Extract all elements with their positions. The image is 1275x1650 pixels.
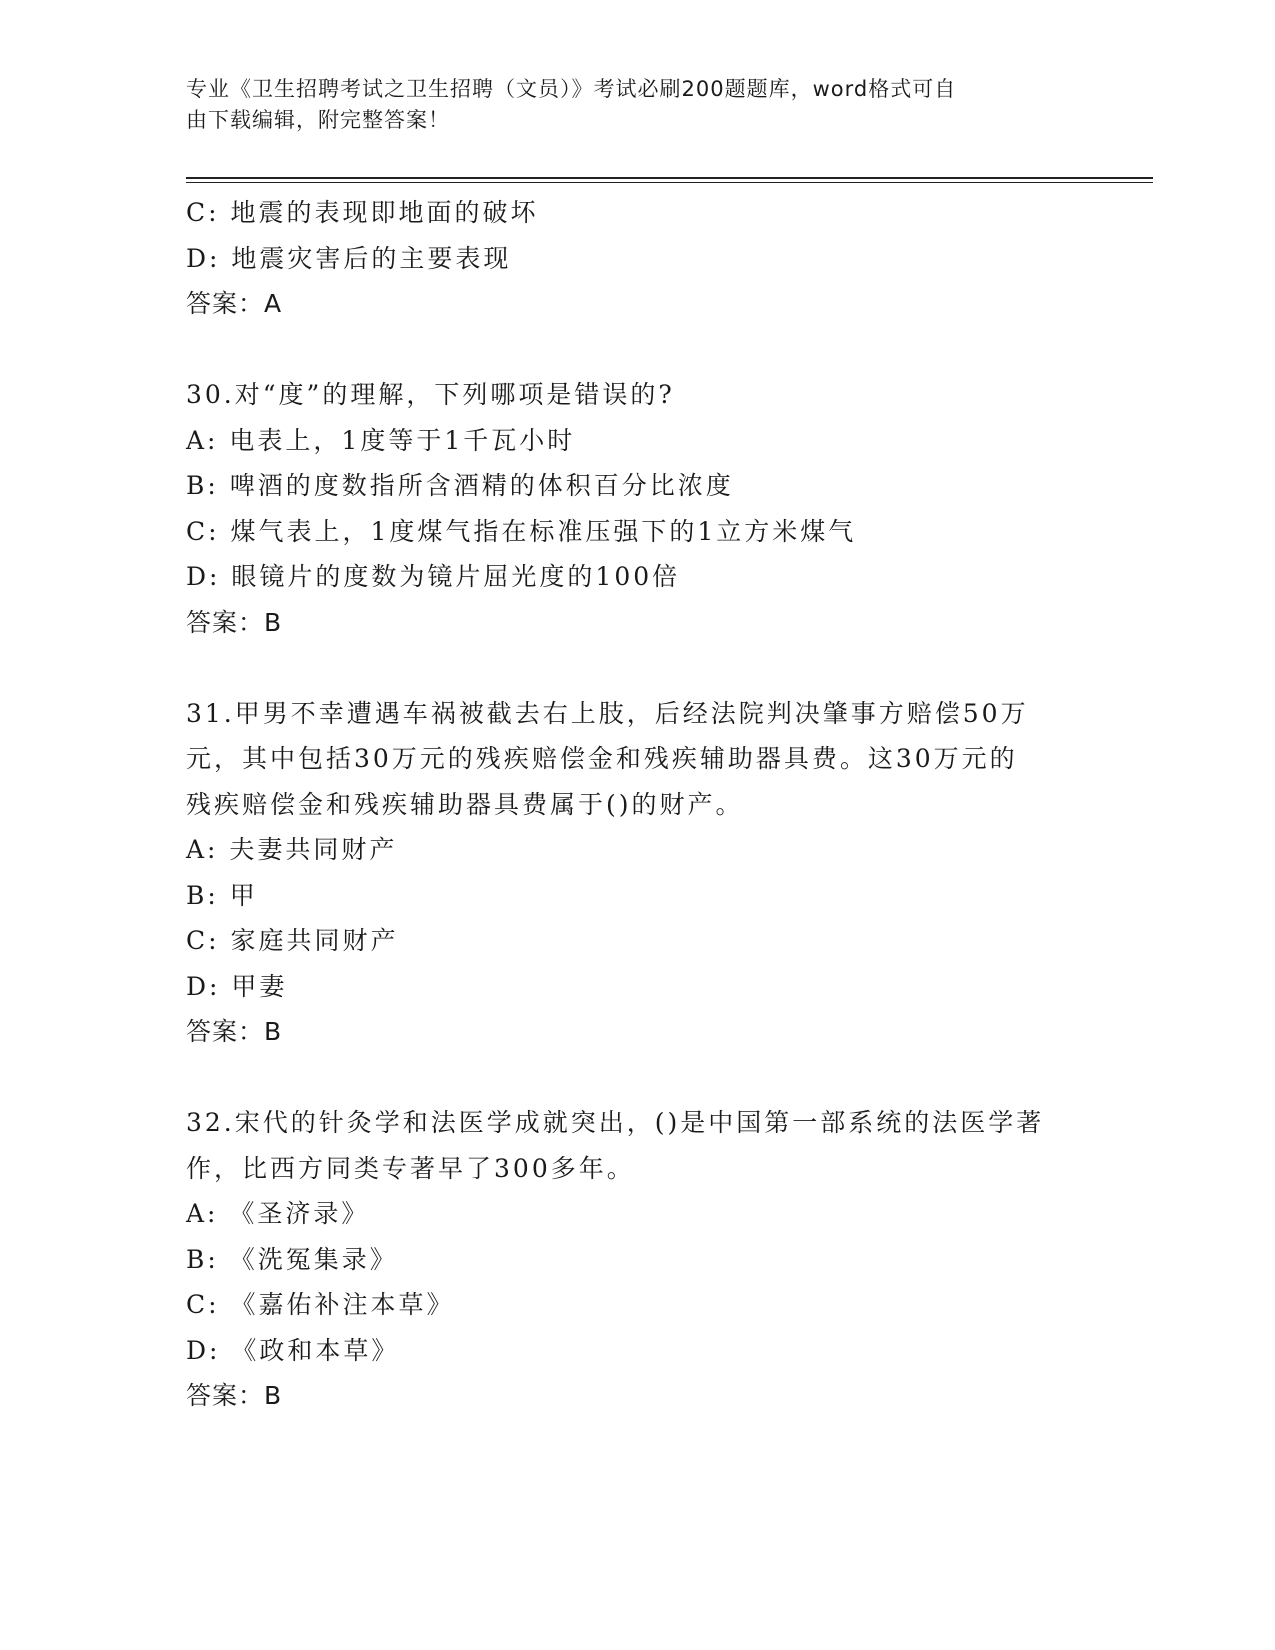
- option-c: C: 地震的表现即地面的破坏: [186, 198, 539, 227]
- answer-line: 答案：B: [186, 1381, 283, 1410]
- question-31: [186, 691, 1086, 1055]
- answer-line: 答案：A: [186, 289, 283, 318]
- answer-line: 答案：B: [186, 1017, 283, 1046]
- option-b: B: 甲: [186, 880, 258, 910]
- option-a: A: 电表上，1度等于1千瓦小时: [186, 425, 576, 455]
- question-stem: 30.对“度”的理解，下列哪项是错误的?: [186, 380, 675, 409]
- question-stem: 元，其中包括30万元的残疾赔偿金和残疾辅助器具费。这30万元的: [186, 744, 1018, 773]
- option-a: A: 夫妻共同财产: [186, 835, 398, 864]
- option-c: C: 家庭共同财产: [186, 926, 399, 955]
- option-d: D: 地震灾害后的主要表现: [186, 243, 512, 273]
- header-line-1: 专业《卫生招聘考试之卫生招聘（文员）》考试必刷200题题库，word格式可自: [186, 77, 957, 101]
- question-stem: 32.宋代的针灸学和法医学成就突出，()是中国第一部系统的法医学著: [186, 1108, 1045, 1137]
- question-content: [186, 190, 1086, 1419]
- option-c: C: 《嘉佑补注本草》: [186, 1290, 455, 1319]
- option-b: B: 《洗冤集录》: [186, 1244, 398, 1274]
- option-d: D: 甲妻: [186, 971, 288, 1001]
- question-30: [186, 372, 1086, 645]
- question-spacer: [186, 645, 1086, 691]
- question-spacer: [186, 327, 1086, 373]
- option-a: A: 《圣济录》: [186, 1199, 370, 1228]
- answer-line: 答案：B: [186, 607, 283, 637]
- option-b: B: 啤酒的度数指所含酒精的体积百分比浓度: [186, 471, 734, 500]
- question-29-carryover: [186, 190, 1086, 327]
- option-d: D: 眼镜片的度数为镜片屈光度的100倍: [186, 562, 681, 591]
- header-divider-thick: [186, 177, 1153, 179]
- document-header: [186, 74, 1056, 136]
- header-divider-thin: [186, 182, 1153, 183]
- question-stem: 31.甲男不幸遭遇车祸被截去右上肢，后经法院判决肇事方赔偿50万: [186, 698, 1029, 728]
- header-line-2: 由下载编辑，附完整答案！: [186, 108, 450, 132]
- option-c: C: 煤气表上，1度煤气指在标准压强下的1立方米煤气: [186, 516, 857, 546]
- question-stem: 作，比西方同类专著早了300多年。: [186, 1153, 635, 1183]
- question-stem: 残疾赔偿金和残疾辅助器具费属于()的财产。: [186, 789, 744, 819]
- option-d: D: 《政和本草》: [186, 1335, 400, 1365]
- question-32: [186, 1100, 1086, 1419]
- question-spacer: [186, 1055, 1086, 1101]
